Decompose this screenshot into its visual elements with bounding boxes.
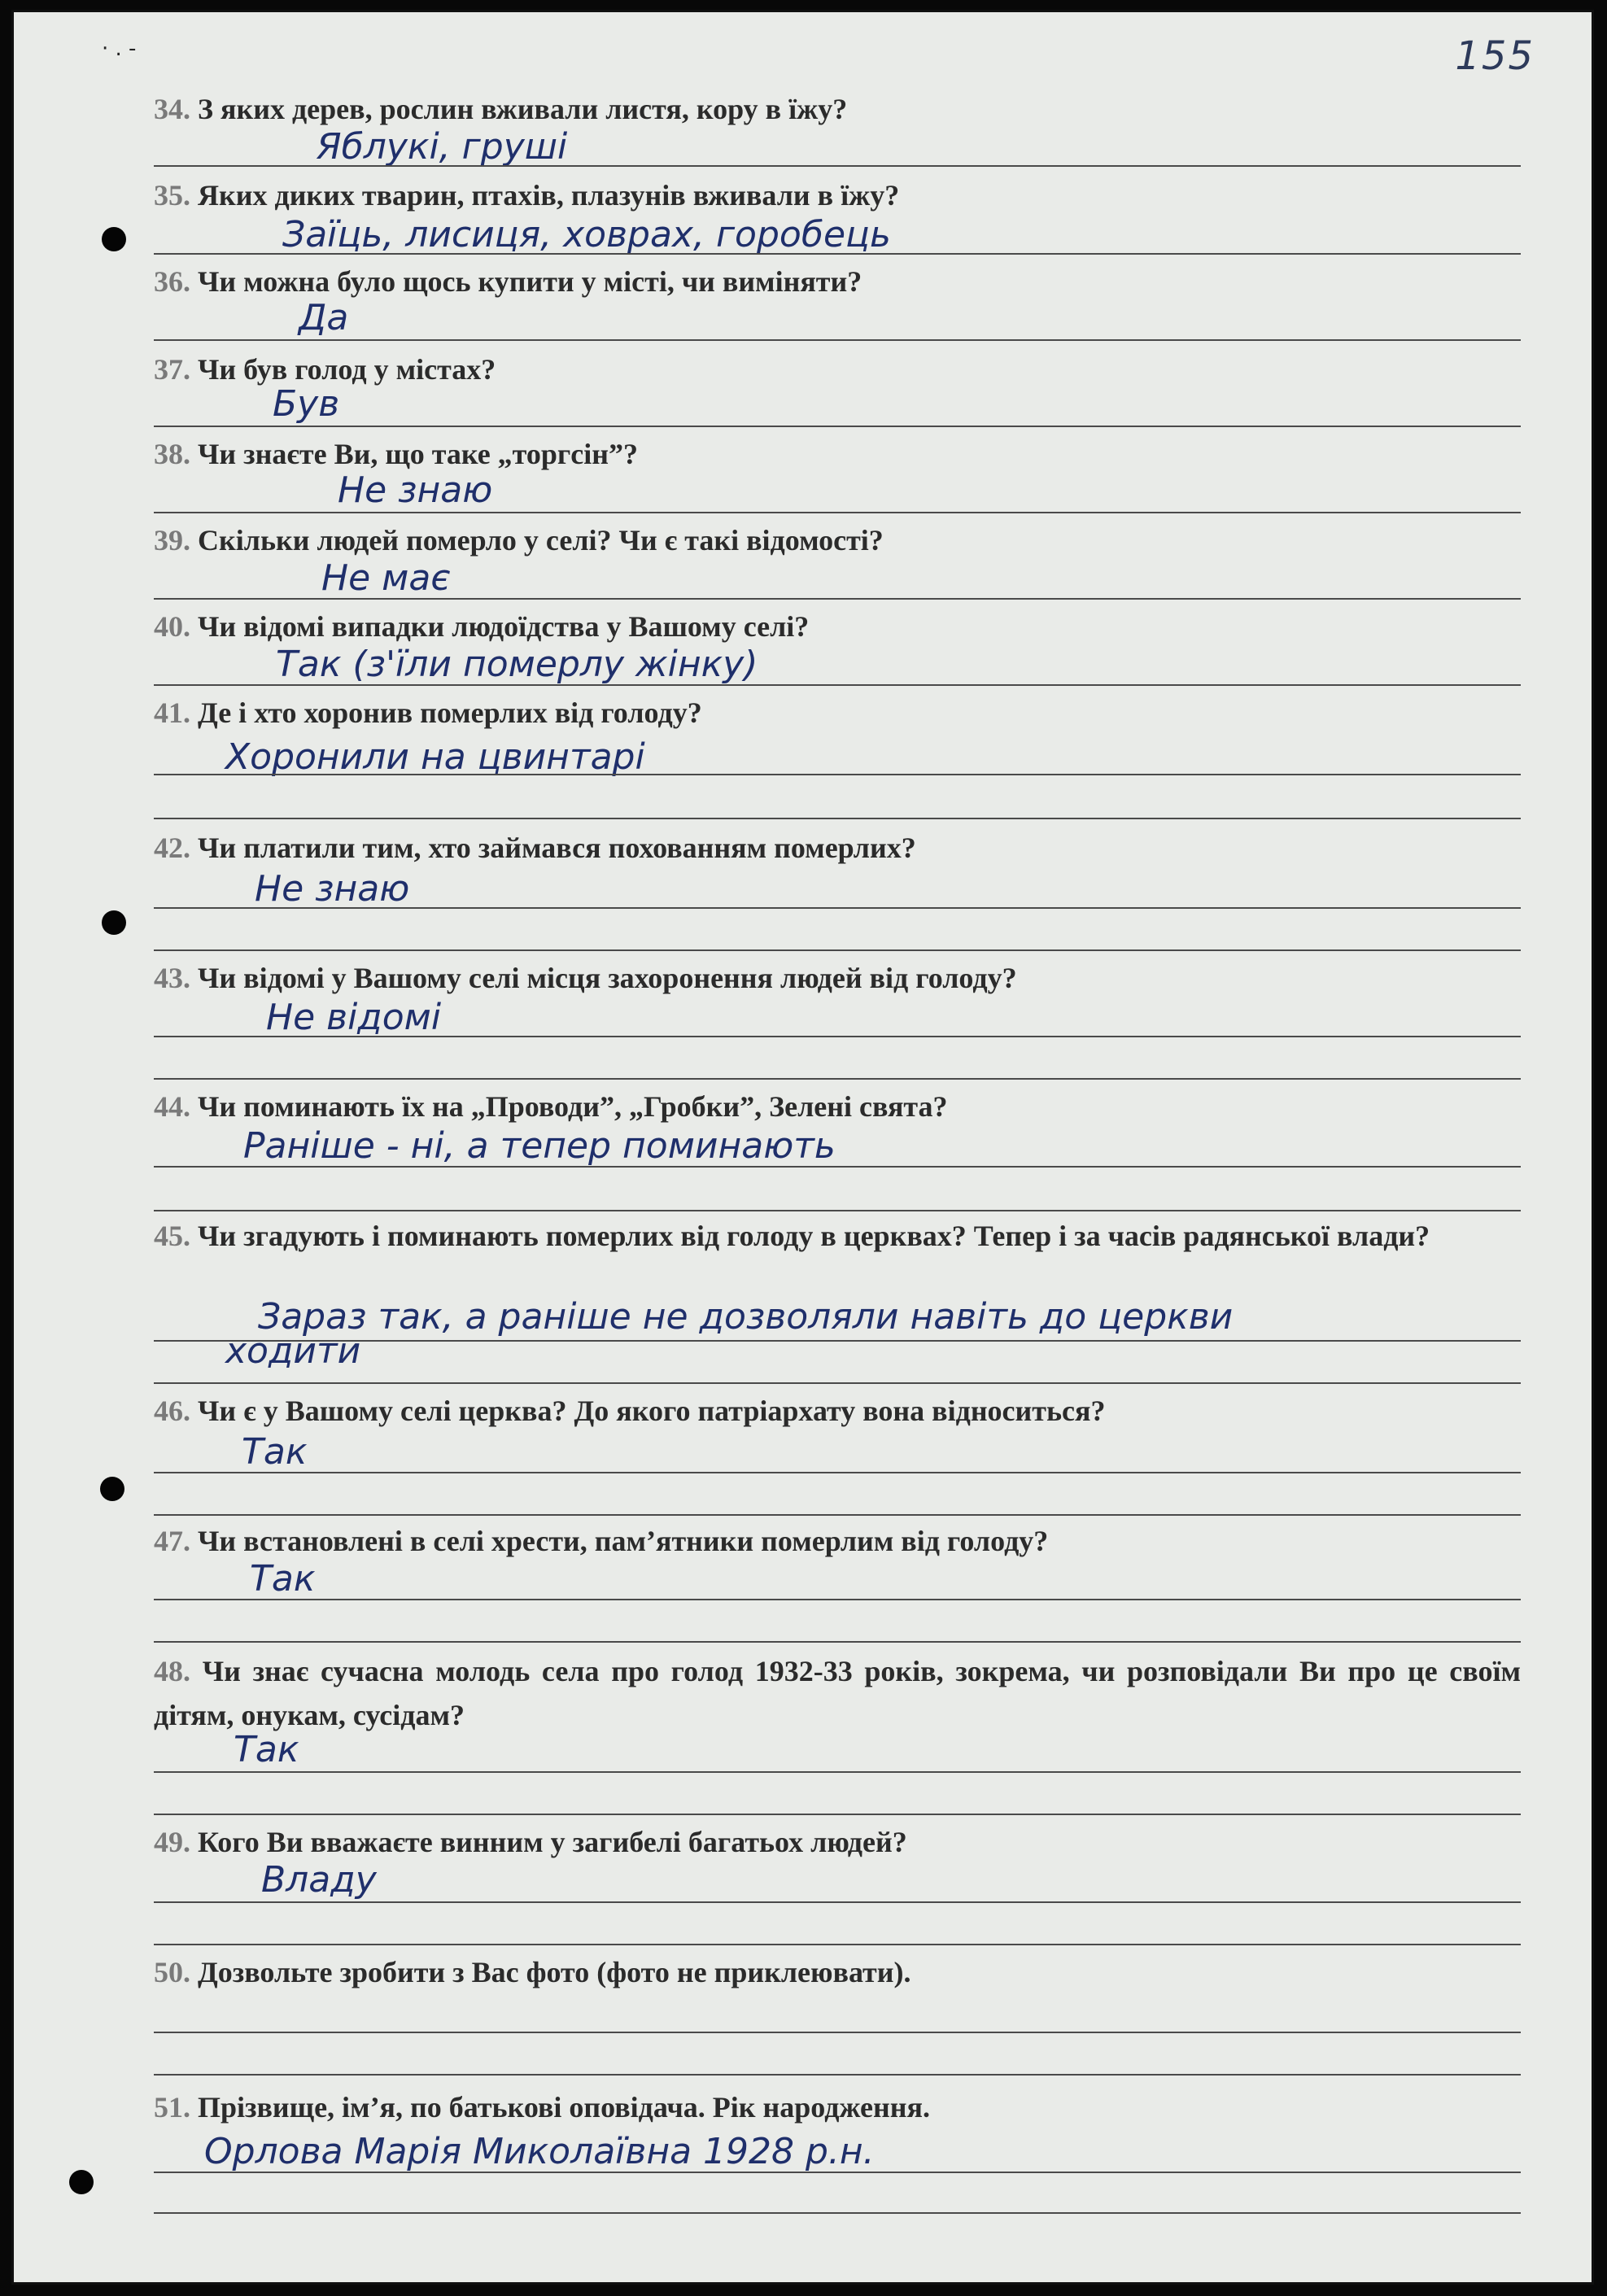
- question-text: Чи відомі у Вашому селі місця захоронення людей від голоду?: [198, 962, 1017, 994]
- answer-42: Не знаю: [255, 868, 410, 910]
- answer-line: [154, 1382, 1521, 1384]
- answer-line: [154, 1210, 1521, 1211]
- question-34: [154, 87, 1521, 131]
- question-text: Чи згадують і поминають померлих від голоду в церквах? Тепер і за часів радянської влади?: [198, 1220, 1430, 1252]
- answer-line: [154, 1078, 1521, 1080]
- question-44: [154, 1085, 1521, 1128]
- answer-51: Орлова Марія Миколаївна 1928 р.н.: [204, 2131, 875, 2172]
- questionnaire-page: [11, 10, 1594, 2285]
- answer-line: [154, 598, 1521, 600]
- answer-45-continued: ходити: [225, 1330, 361, 1372]
- question-text: Чи знаєте Ви, що таке „торгсін”?: [198, 438, 638, 470]
- question-text: Чи можна було щось купити у місті, чи виміняти?: [198, 265, 862, 298]
- question-35: [154, 173, 1521, 217]
- question-text: Скільки людей померло у селі? Чи є такі відомості?: [198, 524, 884, 557]
- question-number: 34.: [154, 93, 190, 125]
- answer-46: Так: [242, 1431, 308, 1473]
- question-number: 49.: [154, 1826, 190, 1858]
- answer-line: [154, 339, 1521, 341]
- punch-hole: [102, 227, 126, 251]
- question-37: [154, 347, 1521, 391]
- question-number: 38.: [154, 438, 190, 470]
- question-text: Яких диких тварин, птахів, плазунів вживали в їжу?: [198, 179, 900, 212]
- question-number: 48.: [154, 1655, 190, 1687]
- question-number: 41.: [154, 696, 190, 729]
- answer-line: [154, 253, 1521, 255]
- answer-line: [154, 2074, 1521, 2076]
- question-39: [154, 518, 1521, 562]
- question-46: [154, 1389, 1521, 1433]
- answer-34: Яблукі, груші: [317, 126, 568, 168]
- answer-line: [154, 949, 1521, 951]
- answer-44: Раніше - ні, а тепер поминають: [243, 1125, 836, 1167]
- answer-43: Не відомі: [266, 997, 442, 1038]
- answer-45: Зараз так, а раніше не дозволяли навіть до церкви: [258, 1296, 1234, 1338]
- question-text: Чи платили тим, хто займався похованням померлих?: [198, 832, 916, 864]
- question-number: 43.: [154, 962, 190, 994]
- question-40: [154, 605, 1521, 648]
- answer-line: [154, 512, 1521, 513]
- punch-hole: [102, 910, 126, 935]
- question-text: Чи був голод у містах?: [198, 353, 496, 386]
- question-number: 46.: [154, 1395, 190, 1427]
- question-number: 37.: [154, 353, 190, 386]
- answer-line: [154, 1771, 1521, 1773]
- answer-line: [154, 1814, 1521, 1815]
- answer-line: [154, 684, 1521, 686]
- question-number: 35.: [154, 179, 190, 212]
- answer-line: [154, 1901, 1521, 1903]
- question-36: [154, 260, 1521, 303]
- question-text: З яких дерев, рослин вживали листя, кору в їжу?: [198, 93, 848, 125]
- answer-line: [154, 426, 1521, 427]
- page-number: 155: [1455, 33, 1535, 79]
- corner-mark: · . -: [102, 37, 137, 61]
- question-number: 44.: [154, 1090, 190, 1123]
- question-text: Чи знає сучасна молодь села про голод 1932-33 років, зокрема, чи розповідали Ви про це своїм дітям, онукам, сусідам?: [154, 1655, 1521, 1731]
- answer-line: [154, 165, 1521, 167]
- question-45: [154, 1213, 1521, 1259]
- question-number: 51.: [154, 2091, 190, 2124]
- answer-40: Так (з'їли померлу жінку): [276, 644, 758, 685]
- question-text: Чи є у Вашому селі церква? До якого патріархату вона відноситься?: [198, 1395, 1106, 1427]
- answer-35: Заїць, лисиця, ховрах, горобець: [282, 214, 891, 255]
- answer-line: [154, 907, 1521, 909]
- question-48: [154, 1649, 1521, 1737]
- answer-49: Владу: [261, 1859, 377, 1901]
- answer-37: Був: [273, 383, 340, 425]
- question-number: 40.: [154, 610, 190, 643]
- question-51: [154, 2085, 1521, 2129]
- question-number: 36.: [154, 265, 190, 298]
- question-43: [154, 956, 1521, 1000]
- question-text: Чи встановлені в селі хрести, пам’ятники померлим від голоду?: [198, 1525, 1049, 1557]
- question-number: 50.: [154, 1956, 190, 1988]
- question-text: Дозвольте зробити з Вас фото (фото не приклеювати).: [198, 1956, 911, 1988]
- answer-line: [154, 2212, 1521, 2214]
- answer-line: [154, 1599, 1521, 1600]
- answer-line: [154, 2172, 1521, 2173]
- question-text: Де і хто хоронив померлих від голоду?: [198, 696, 702, 729]
- answer-48: Так: [234, 1729, 299, 1770]
- question-number: 39.: [154, 524, 190, 557]
- answer-line: [154, 1166, 1521, 1168]
- question-47: [154, 1519, 1521, 1563]
- answer-line: [154, 818, 1521, 819]
- answer-38: Не знаю: [338, 469, 493, 511]
- question-number: 42.: [154, 832, 190, 864]
- question-text: Кого Ви вважаєте винним у загибелі багатьох людей?: [198, 1826, 907, 1858]
- question-number: 47.: [154, 1525, 190, 1557]
- answer-line: [154, 1641, 1521, 1643]
- punch-hole: [69, 2170, 94, 2194]
- question-number: 45.: [154, 1220, 190, 1252]
- question-text: Чи поминають їх на „Проводи”, „Гробки”, Зелені свята?: [198, 1090, 948, 1123]
- answer-line: [154, 2032, 1521, 2033]
- answer-line: [154, 1036, 1521, 1037]
- answer-36: Да: [299, 297, 349, 338]
- answer-line: [154, 1472, 1521, 1473]
- question-text: Чи відомі випадки людоїдства у Вашому селі?: [198, 610, 810, 643]
- question-42: [154, 826, 1521, 870]
- question-41: [154, 691, 1521, 735]
- answer-line: [154, 1944, 1521, 1945]
- question-text: Прізвище, ім’я, по батькові оповідача. Рік народження.: [198, 2091, 930, 2124]
- question-49: [154, 1820, 1521, 1864]
- answer-41: Хоронили на цвинтарі: [225, 736, 645, 778]
- answer-line: [154, 1514, 1521, 1516]
- punch-hole: [100, 1477, 124, 1501]
- answer-39: Не має: [321, 557, 451, 599]
- answer-47: Так: [250, 1558, 316, 1600]
- answer-line: [154, 774, 1521, 775]
- question-50: [154, 1950, 1521, 1994]
